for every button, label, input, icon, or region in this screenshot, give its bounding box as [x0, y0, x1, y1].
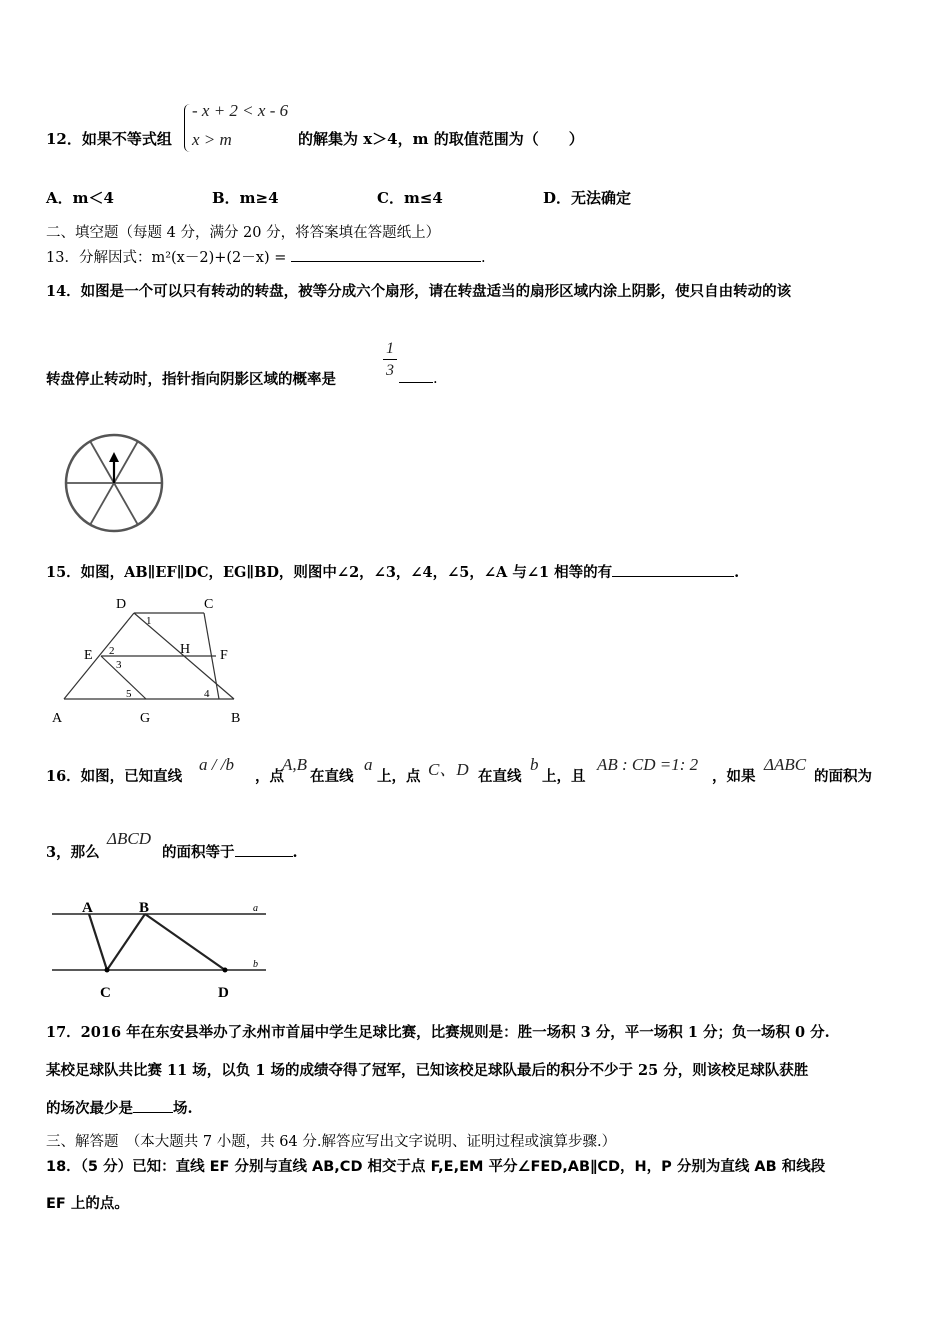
segment-BD	[145, 914, 225, 970]
q12-option-a: A．m＜4	[46, 189, 114, 207]
q18-line2: EF 上的点。	[46, 1196, 129, 1212]
point-C	[105, 968, 110, 973]
q14-frac-den: 3	[386, 362, 394, 379]
parallel-lines-figure	[44, 896, 274, 1006]
segment-EG	[101, 656, 146, 699]
q17-line3a: 的场次最少是	[46, 1100, 133, 1117]
label-B: B	[231, 711, 241, 726]
q14-line1: 14．如图是一个可以只有转动的转盘，被等分成六个扇形，请在转盘适当的扇形区域内涂上阴影，使只自由转动的该	[46, 283, 792, 300]
angle-3: 3	[116, 659, 122, 671]
q16-blank	[235, 842, 293, 857]
label-E: E	[84, 648, 93, 663]
label-a: a	[253, 903, 258, 914]
label-D: D	[218, 985, 229, 1001]
q16-line2b: 的面积等于	[162, 844, 235, 861]
section2-heading: 二、填空题（每题 4 分，满分 20 分，将答案填在答题纸上）	[46, 225, 441, 241]
q15-end: .	[734, 564, 740, 581]
system-brace	[184, 104, 191, 152]
q13-end: .	[480, 250, 486, 266]
q16-m4: C、D	[428, 760, 469, 779]
segment-CB	[107, 914, 145, 970]
q16-m8: ΔBCD	[107, 829, 151, 848]
q16-m3: a	[364, 755, 373, 774]
q18-line1: 18．（5 分）已知：直线 EF 分别与直线 AB,CD 相交于点 F,E,EM 平分∠FED,AB∥CD，H，P 分别为直线 AB 和线段	[46, 1159, 826, 1175]
label-B: B	[139, 900, 150, 916]
spinner-pointer-arrowhead-icon	[109, 452, 119, 462]
q16-end: .	[292, 844, 298, 861]
q16-p1: 16．如图，已知直线	[46, 768, 183, 785]
trapezoid-figure	[44, 592, 254, 727]
q12-tail: 的解集为 x＞4，m 的取值范围为（ ）	[298, 130, 584, 148]
q17-line1: 17．2016 年在东安县举办了永州市首届中学生足球比赛，比赛规则是：胜一场积 3 分，平一场积 1 分；负一场积 0 分.	[46, 1024, 830, 1041]
q14-end: .	[433, 371, 438, 387]
angle-1: 1	[146, 615, 152, 627]
q13-question	[46, 246, 486, 267]
q16-p2: ，点	[255, 768, 284, 785]
q16-p5: 在直线	[478, 768, 522, 785]
q14-line2: 转盘停止转动时，指针指向阴影区域的概率是	[46, 371, 336, 388]
q12-option-d: D．无法确定	[543, 189, 632, 207]
q12-system-line2: x > m	[192, 130, 232, 149]
label-A: A	[82, 900, 93, 916]
q16-m6: AB : CD =1: 2	[597, 755, 699, 774]
q16-p3: 在直线	[310, 768, 354, 785]
q16-m1: a / /b	[199, 755, 234, 774]
q13-blank	[291, 247, 481, 262]
q17-line3	[46, 1097, 193, 1118]
label-F: F	[220, 648, 228, 663]
label-A: A	[52, 711, 63, 726]
angle-2: 2	[109, 645, 115, 657]
q15-text: 15．如图，AB∥EF∥DC，EG∥BD，则图中∠2，∠3，∠4，∠5，∠A 与∠1 相等的有	[46, 564, 613, 581]
q15-question	[46, 561, 739, 582]
q16-p6: 上，且	[542, 768, 586, 785]
q14-answer	[399, 368, 438, 387]
segment-AC	[89, 914, 107, 970]
angle-4: 4	[204, 688, 210, 700]
q12-option-b: B．m≥4	[212, 189, 279, 207]
q16-m5: b	[530, 755, 539, 774]
q14-frac-bar	[383, 359, 397, 360]
q14-frac-num: 1	[386, 340, 394, 357]
label-C: C	[204, 597, 214, 612]
q16-m2: A,B	[282, 755, 308, 774]
label-D: D	[116, 597, 127, 612]
q17-line2: 某校足球队共比赛 11 场，以负 1 场的成绩夺得了冠军，已知该校足球队最后的积分不少于 25 分，则该校足球队获胜	[46, 1062, 809, 1079]
point-D	[223, 968, 228, 973]
q16-line2a: 3，那么	[46, 844, 100, 861]
label-C: C	[100, 985, 111, 1001]
q16-p4: 上，点	[377, 768, 421, 785]
label-H: H	[180, 642, 191, 657]
angle-5: 5	[126, 688, 132, 700]
q16-p8: 的面积为	[814, 768, 872, 785]
q16-p7: ，如果	[712, 768, 756, 785]
q15-blank	[612, 562, 734, 577]
spinner-figure	[60, 430, 170, 540]
q14-blank	[399, 368, 433, 383]
q13-text: 13．分解因式：m²(x－2)+(2－x) =	[46, 250, 291, 266]
label-G: G	[140, 711, 151, 726]
q12-number: 12．如果不等式组	[46, 130, 172, 148]
q17-line3b: 场.	[173, 1100, 193, 1117]
q16-line2-question	[162, 841, 298, 862]
q12-option-c: C．m≤4	[377, 189, 443, 207]
label-b: b	[253, 959, 258, 970]
q16-m7: ΔABC	[764, 755, 807, 774]
section3-heading: 三、解答题 （本大题共 7 小题，共 64 分.解答应写出文字说明、证明过程或演算步骤.）	[46, 1134, 617, 1150]
q12-system-line1: - x + 2 < x - 6	[192, 101, 289, 120]
q17-blank	[133, 1098, 173, 1113]
